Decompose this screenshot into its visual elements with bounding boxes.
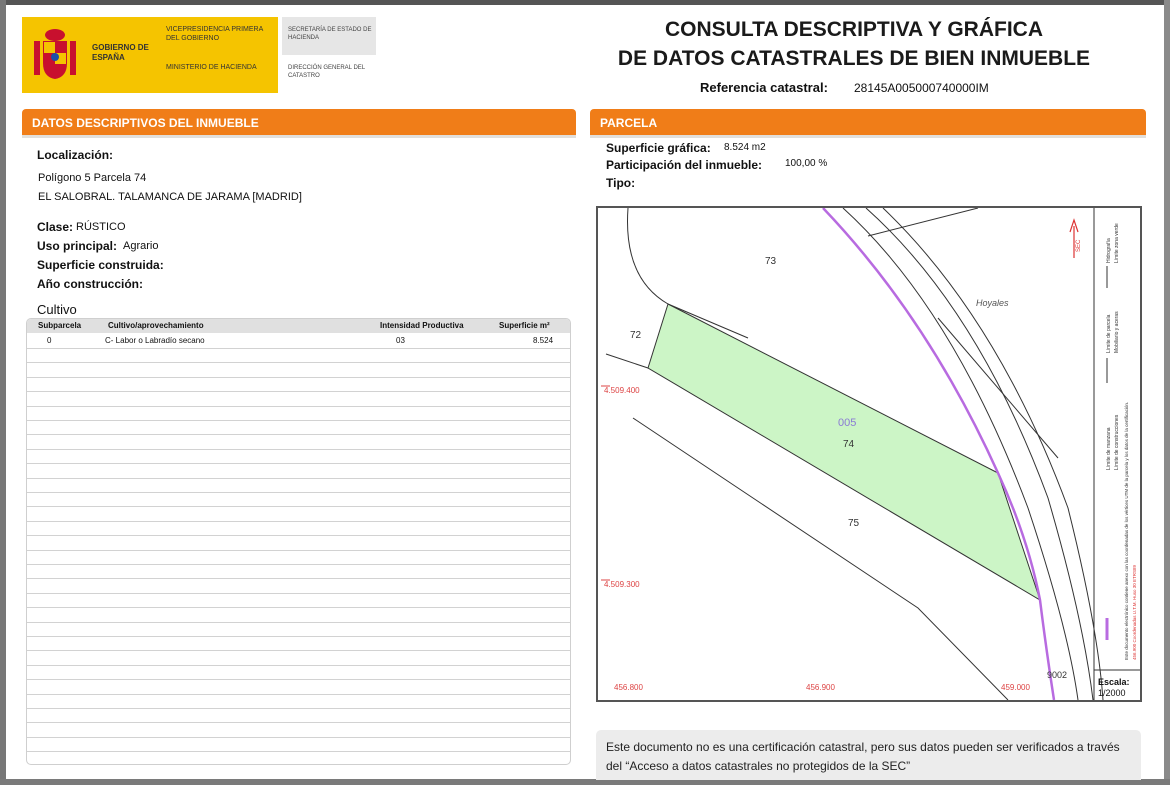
parcel-boundary [628, 208, 669, 304]
escala-value: 1/2000 [1098, 688, 1126, 698]
legend-item: Límite de manzana [1106, 427, 1112, 470]
section-divider [590, 135, 1146, 138]
table-row-rule [27, 348, 571, 349]
table-row-rule [27, 506, 571, 507]
table-row-rule [27, 521, 571, 522]
x-coord-left: 456.800 [614, 683, 643, 692]
ref-label: Referencia catastral: [700, 80, 828, 95]
page-title-line2: DE DATOS CATASTRALES DE BIEN INMUEBLE [617, 47, 1091, 70]
cell-intensidad: 03 [396, 336, 405, 345]
table-row-rule [27, 751, 571, 752]
parcel-boundary [868, 208, 978, 236]
table-row-rule [27, 478, 571, 479]
page-title-line1: CONSULTA DESCRIPTIVA Y GRÁFICA [664, 18, 1044, 41]
superficie-construida-label: Superficie construida: [37, 258, 164, 272]
table-row-rule [27, 722, 571, 723]
parcel-label-73: 73 [765, 256, 777, 267]
col-intensidad: Intensidad Productiva [380, 321, 464, 330]
table-row-rule [27, 578, 571, 579]
table-row-rule [27, 463, 571, 464]
y-coord-upper: 4.509.400 [604, 386, 640, 395]
ministerio-text: MINISTERIO DE HACIENDA [166, 64, 257, 71]
y-coord-lower: 4.509.300 [604, 580, 640, 589]
tipo-label: Tipo: [606, 176, 636, 190]
gobierno-logo [22, 17, 278, 93]
legend-item: Límite de construcciones [1114, 414, 1120, 470]
table-row-rule [27, 564, 571, 565]
section-divider [22, 135, 576, 138]
escala-label: Escala: [1098, 677, 1130, 687]
localizacion-label: Localización: [37, 148, 114, 162]
place-label: Hoyales [976, 298, 1009, 308]
table-row-rule [27, 694, 571, 695]
legend-item: Límite de parcela [1106, 314, 1112, 353]
parcel-74-area [648, 304, 1040, 600]
legend-item: Hidrografía [1106, 238, 1112, 263]
legend-item: Mobiliario y aceras [1114, 311, 1120, 353]
parcel-label-74: 74 [843, 439, 855, 450]
table-row-rule [27, 434, 571, 435]
participacion-value: 100,00 % [785, 158, 828, 169]
table-row-rule [27, 362, 571, 363]
col-cultivo: Cultivo/aprovechamiento [108, 321, 204, 330]
table-row-rule [27, 607, 571, 608]
north-label: SEC [1076, 239, 1082, 252]
window-left-border [0, 0, 6, 785]
table-row-rule [27, 622, 571, 623]
cultivo-title: Cultivo [37, 302, 77, 317]
superficie-grafica-label: Superficie gráfica: [606, 141, 711, 155]
parcela-header: PARCELA [590, 109, 1146, 135]
table-row-rule [27, 550, 571, 551]
x-coord-right: 459.000 [1001, 683, 1030, 692]
cultivo-table [26, 318, 571, 765]
localizacion-line1: Polígono 5 Parcela 74 [38, 172, 147, 184]
table-header [27, 319, 571, 333]
secretaria-text: SECRETARÍA DE ESTADO DE HACIENDA [288, 27, 372, 41]
table-row-rule [27, 593, 571, 594]
col-superficie: Superficie m² [499, 321, 550, 330]
map-drawing [598, 208, 1140, 700]
x-coord-mid: 456.900 [806, 683, 835, 692]
table-row-rule [27, 449, 571, 450]
cell-superficie: 8.524 [533, 336, 554, 345]
window-top-border [0, 0, 1170, 5]
parcel-label-9002: 9002 [1047, 670, 1068, 680]
table-row-rule [27, 391, 571, 392]
col-subparcela: Subparcela [38, 321, 82, 330]
parcel-boundary [606, 354, 648, 368]
cadastral-map[interactable] [596, 206, 1142, 702]
table-row-rule [27, 665, 571, 666]
uso-label: Uso principal: [37, 239, 118, 253]
legend-note: Este documento electrónico contiene anexo con las coordenadas de los vértices UTM de la parcela y los datos de la certificación. [1124, 401, 1129, 660]
coat-of-arms-icon [30, 27, 80, 83]
ref-value: 28145A005000740000IM [854, 81, 989, 95]
table-row-rule [27, 377, 571, 378]
direccion-text: DIRECCIÓN GENERAL DEL CATASTRO [288, 65, 365, 79]
table-row-rule [27, 636, 571, 637]
gobierno-text: GOBIERNO DE ESPAÑA [92, 43, 149, 62]
legend-item: Límite zona verde [1114, 223, 1120, 263]
anio-construccion-label: Año construcción: [37, 277, 144, 291]
participacion-label: Participación del inmueble: [606, 158, 763, 172]
table-row-rule [27, 737, 571, 738]
subparcel-code: 005 [838, 417, 857, 429]
clase-label: Clase: [37, 220, 74, 234]
parcel-label-72: 72 [630, 330, 642, 341]
table-row-rule [27, 492, 571, 493]
table-row-rule [27, 535, 571, 536]
datos-descriptivos-header: DATOS DESCRIPTIVOS DEL INMUEBLE [22, 109, 576, 135]
uso-value: Agrario [123, 240, 159, 252]
cell-cultivo: C- Labor o Labradío secano [105, 336, 205, 345]
table-row-rule [27, 420, 571, 421]
window-right-border [1164, 0, 1170, 785]
superficie-grafica-value: 8.524 m2 [724, 142, 766, 153]
table-row-rule [27, 406, 571, 407]
table-row-rule [27, 650, 571, 651]
legend-coords: 456.900 Coordenadas U.T.M. Huso 30 ETRS89 [1132, 564, 1137, 660]
clase-value: RÚSTICO [76, 221, 126, 233]
cell-subparcela: 0 [47, 336, 52, 345]
localizacion-line2: EL SALOBRAL. TALAMANCA DE JARAMA [MADRID] [38, 191, 302, 203]
disclaimer-footer: Este documento no es una certificación catastral, pero sus datos pueden ser verificados a través del “Acceso a datos catastrales no protegidos de la SEC” [596, 730, 1141, 780]
table-row-rule [27, 708, 571, 709]
vicepresidencia-text: VICEPRESIDENCIA PRIMERA DEL GOBIERNO [166, 26, 263, 42]
table-row-rule [27, 679, 571, 680]
parcel-label-75: 75 [848, 518, 860, 529]
